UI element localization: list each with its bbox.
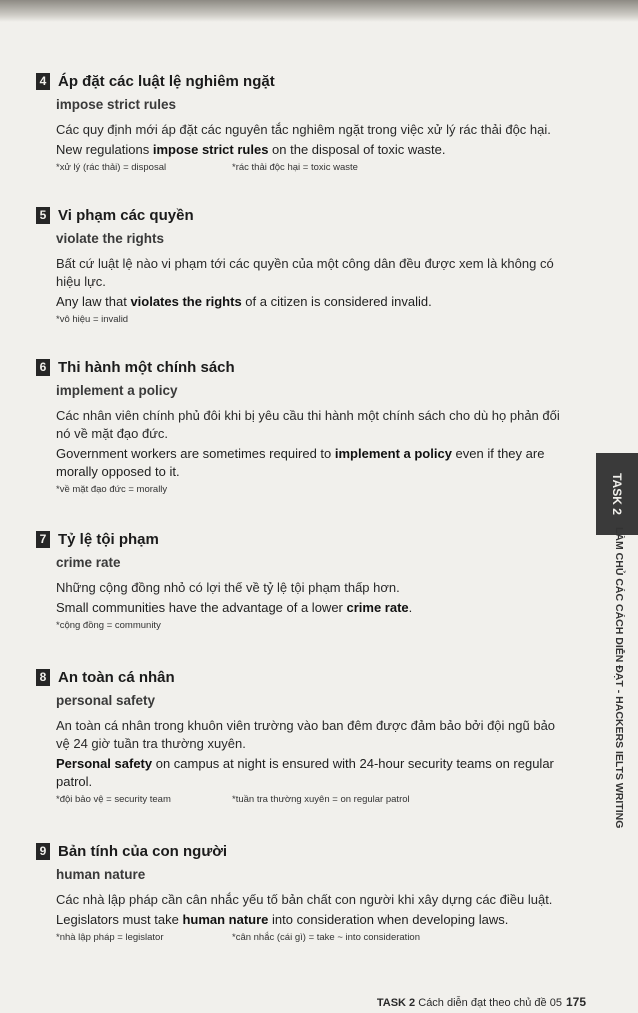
note: *nhà lập pháp = legislator bbox=[56, 932, 164, 943]
highlighted-term: Personal safety bbox=[56, 756, 153, 771]
highlighted-term: human nature bbox=[182, 912, 269, 927]
entry-english-sentence: Small communities have the advantage of a lower crime rate. bbox=[56, 600, 413, 615]
entry-english-sentence: Legislators must take human nature into consideration when developing laws. bbox=[56, 912, 509, 927]
entry-title: Tỷ lệ tội phạm bbox=[58, 530, 159, 548]
entry-vietnamese-sentence: Các nhân viên chính phủ đôi khi bị yêu cầu thi hành một chính sách cho dù họ phản đối nó về mặt đạo đức. bbox=[56, 408, 560, 441]
note: *rác thải độc hại = toxic waste bbox=[232, 162, 358, 173]
entry-number-badge: 7 bbox=[36, 531, 50, 548]
page-footer bbox=[377, 995, 586, 1009]
entry-number-badge: 8 bbox=[36, 669, 50, 686]
page-number: 175 bbox=[565, 995, 586, 1009]
highlighted-term: impose strict rules bbox=[152, 142, 269, 157]
highlighted-term: violates the rights bbox=[130, 294, 242, 309]
note: *xử lý (rác thải) = disposal bbox=[56, 162, 167, 173]
entry-number-badge: 6 bbox=[36, 359, 50, 376]
entry-heading bbox=[36, 528, 566, 550]
entry-english-sentence: Government workers are sometimes required to implement a policy even if they are morally opposed to it. bbox=[56, 446, 545, 479]
entry-number-badge: 9 bbox=[36, 843, 50, 860]
entry-6 bbox=[36, 356, 566, 495]
highlighted-term: implement a policy bbox=[334, 446, 452, 461]
note: *tuần tra thường xuyên = on regular patrol bbox=[232, 794, 410, 805]
entry-notes bbox=[56, 794, 566, 805]
entry-term: implement a policy bbox=[56, 383, 178, 398]
entry-title: Vi phạm các quyền bbox=[58, 206, 194, 224]
entry-title: Thi hành một chính sách bbox=[58, 358, 235, 376]
footer-task-label: TASK 2 bbox=[376, 997, 416, 1009]
entry-heading bbox=[36, 70, 566, 92]
entry-title: An toàn cá nhân bbox=[58, 668, 175, 686]
entry-term: personal safety bbox=[56, 693, 156, 708]
entry-english-sentence: Personal safety on campus at night is ensured with 24-hour security teams on regular patrol. bbox=[56, 756, 554, 789]
entry-term: human nature bbox=[56, 867, 146, 882]
entry-notes bbox=[56, 484, 566, 495]
entry-vietnamese-sentence: An toàn cá nhân trong khuôn viên trường vào ban đêm được đảm bảo bởi đội ngũ bảo vệ 24 giờ tuần tra thường xuyên. bbox=[56, 718, 556, 751]
entry-title: Áp đặt các luật lệ nghiêm ngặt bbox=[58, 72, 275, 90]
highlighted-term: crime rate bbox=[346, 600, 409, 615]
side-tab bbox=[596, 453, 638, 535]
entry-notes bbox=[56, 932, 566, 943]
note: *cộng đồng = community bbox=[56, 620, 161, 631]
entry-7 bbox=[36, 528, 566, 631]
entry-vietnamese-sentence: Các nhà lập pháp cần cân nhắc yếu tố bản chất con người khi xây dựng các điều luật. bbox=[56, 892, 553, 907]
entry-number-badge: 4 bbox=[36, 73, 50, 90]
entry-vietnamese-sentence: Những cộng đồng nhỏ có lợi thế về tỷ lệ tội phạm thấp hơn. bbox=[56, 580, 400, 595]
entry-term: crime rate bbox=[56, 555, 121, 570]
entry-heading bbox=[36, 666, 566, 688]
entry-8 bbox=[36, 666, 566, 805]
entry-heading bbox=[36, 356, 566, 378]
note: *đội bảo vệ = security team bbox=[56, 794, 171, 805]
entry-vietnamese-sentence: Bất cứ luật lệ nào vi phạm tới các quyền của một công dân đều được xem là không có hiệu lực. bbox=[56, 256, 554, 289]
entry-5 bbox=[36, 204, 566, 325]
entry-notes bbox=[56, 162, 566, 173]
page-top-edge bbox=[0, 0, 638, 22]
entry-term: violate the rights bbox=[56, 231, 165, 246]
entry-number-badge: 5 bbox=[36, 207, 50, 224]
footer-chapter-title: Cách diễn đạt theo chủ đề 05 bbox=[415, 997, 562, 1009]
entry-notes bbox=[56, 620, 566, 631]
side-book-title: LÀM CHỦ CÁC CÁCH DIỄN ĐẠT - HACKERS IELTS WRITING bbox=[613, 527, 625, 829]
note: *cân nhắc (cái gì) = take ~ into consideration bbox=[232, 932, 421, 943]
entry-4 bbox=[36, 70, 566, 173]
entry-english-sentence: Any law that violates the rights of a citizen is considered invalid. bbox=[56, 294, 432, 309]
entry-heading bbox=[36, 840, 566, 862]
note: *vô hiệu = invalid bbox=[56, 314, 129, 325]
entry-notes bbox=[56, 314, 566, 325]
entry-english-sentence: New regulations impose strict rules on the disposal of toxic waste. bbox=[56, 142, 446, 157]
entry-vietnamese-sentence: Các quy định mới áp đặt các nguyên tắc nghiêm ngặt trong việc xử lý rác thải độc hại. bbox=[56, 122, 551, 137]
entry-9 bbox=[36, 840, 566, 943]
note: *về mặt đạo đức = morally bbox=[56, 484, 168, 495]
side-tab-label: TASK 2 bbox=[609, 473, 624, 515]
entry-term: impose strict rules bbox=[56, 97, 177, 112]
entry-title: Bản tính của con người bbox=[58, 842, 228, 860]
entry-heading bbox=[36, 204, 566, 226]
